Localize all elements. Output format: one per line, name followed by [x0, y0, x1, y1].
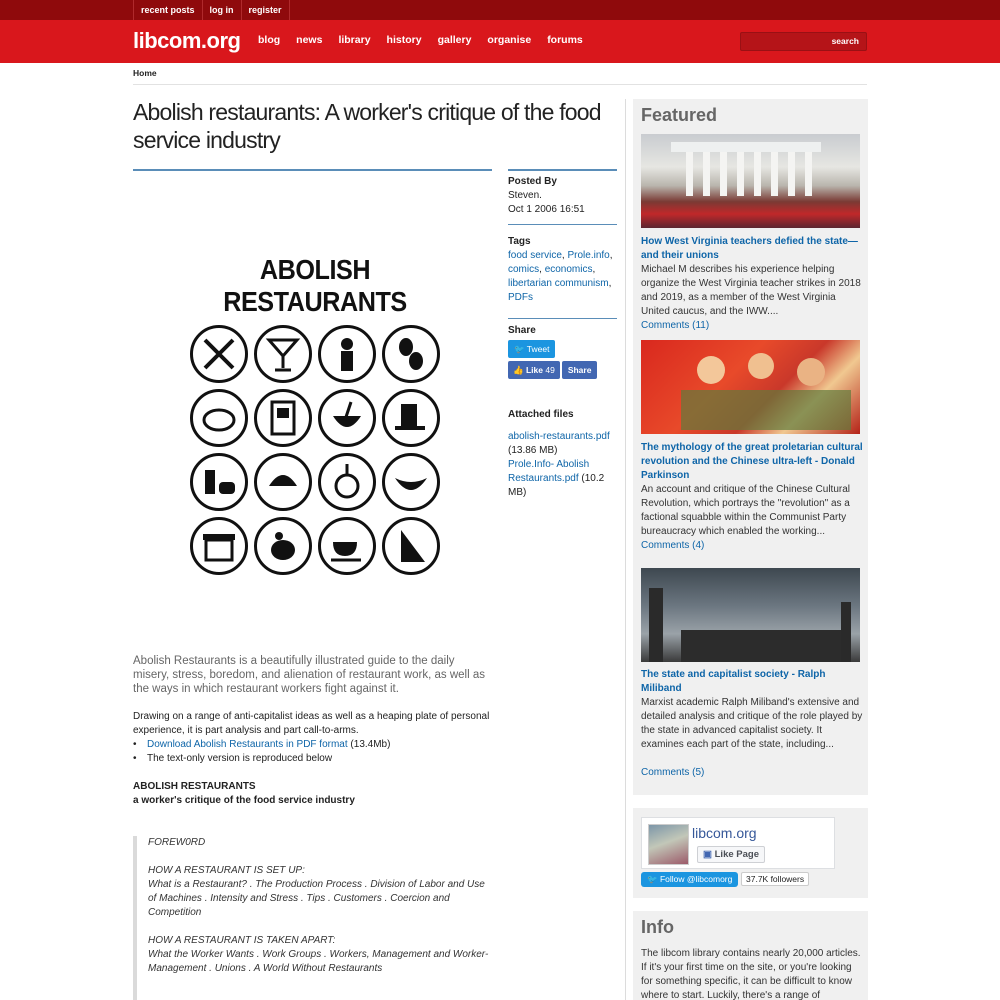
table-of-contents-quote	[133, 836, 493, 1000]
foreword-label: FOREW0RD	[148, 837, 206, 848]
toc-entries: What is a Restaurant? . The Production Process . Division of Labor and Use of Machines . Intensity and Stress . Tips . Customers . Coercion and Competition	[148, 879, 485, 918]
download-size: (13.4Mb)	[347, 739, 391, 750]
tweet-button[interactable]: 🐦 Tweet	[508, 340, 555, 358]
toc-entries: What the Worker Wants . Work Groups . Workers, Management and Worker-Management . Unions . A World Without Restaurants	[148, 949, 489, 974]
onion-icon	[318, 453, 376, 511]
pizza-slice-icon	[382, 517, 440, 575]
attached-file-size: (13.86 MB)	[508, 445, 558, 456]
featured-link-3[interactable]: The state and capitalist society - Ralph Miliband	[641, 669, 826, 694]
coffee-cup-icon	[318, 517, 376, 575]
main-nav	[250, 34, 591, 46]
coffee-beans-icon	[382, 325, 440, 383]
share-block	[508, 324, 618, 379]
hands-icon	[382, 389, 440, 447]
nav-news[interactable]: news	[296, 34, 323, 46]
attached-files-block	[508, 408, 618, 500]
follow-label: Follow @libcomorg	[659, 874, 733, 884]
like-label: Like	[525, 365, 543, 375]
featured-panel	[633, 99, 868, 795]
info-heading: Info	[641, 917, 674, 937]
subheading-title: ABOLISH RESTAURANTS	[133, 781, 256, 792]
tweet-label: Tweet	[526, 344, 550, 354]
featured-heading: Featured	[641, 105, 718, 125]
register-link[interactable]: register	[242, 0, 290, 20]
toc-section-takenapart	[148, 934, 493, 976]
featured-link-2[interactable]: The mythology of the great proletarian cultural revolution and the Chinese ultra-left - Donald Parkinson	[641, 442, 863, 481]
recent-posts-link[interactable]: recent posts	[134, 0, 203, 20]
info-panel	[633, 911, 868, 1000]
twitter-follow-button[interactable]: 🐦 Follow @libcomorg	[641, 872, 738, 887]
tags-block	[508, 235, 618, 305]
download-list	[133, 738, 493, 766]
article-title: Abolish restaurants: A worker's critique of the food service industry	[133, 99, 601, 153]
rat-icon	[254, 517, 312, 575]
download-pdf-link[interactable]: Download Abolish Restaurants in PDF format	[147, 739, 348, 750]
like-page-label: Like Page	[714, 849, 759, 860]
posted-by-label: Posted By	[508, 176, 557, 187]
cocktail-icon	[254, 325, 312, 383]
social-panel	[633, 808, 868, 898]
featured-comments-1[interactable]: Comments (11)	[641, 320, 710, 331]
twitter-follower-count: 37.7K followers	[741, 872, 809, 886]
nav-history[interactable]: history	[386, 34, 422, 46]
post-date: Oct 1 2006 16:51	[508, 204, 585, 215]
list-item	[133, 752, 493, 766]
roast-chicken-icon	[190, 389, 248, 447]
facebook-icon: ▣	[703, 849, 712, 860]
text-version-note: The text-only version is reproduced below	[147, 753, 333, 764]
tag-link[interactable]: libertarian communism	[508, 278, 609, 289]
subheading-subtitle: a worker's critique of the food service industry	[133, 795, 355, 806]
share-label: Share	[508, 325, 536, 336]
featured-image-wv-teachers[interactable]	[641, 134, 860, 228]
cutlery-icon	[190, 325, 248, 383]
nav-organise[interactable]: organise	[487, 34, 532, 46]
tag-list: food service, Prole.info, comics, economics, libertarian communism, PDFs	[508, 250, 613, 303]
like-count: 49	[545, 365, 555, 375]
tag-link[interactable]: comics	[508, 264, 540, 275]
meta-divider	[508, 318, 617, 319]
list-item	[133, 738, 493, 752]
tag-link[interactable]: food service	[508, 250, 562, 261]
search-box	[740, 32, 867, 51]
featured-desc-1: Michael M describes his experience helping organize the West Virginia teacher strikes in 2018 and 2019, as a member of the West Virginia United caucus, and the IWW....	[641, 264, 861, 317]
article-lead: Abolish Restaurants is a beautifully illustrated guide to the daily misery, stress, boredom, and alienation of restaurant work, as well as the ways in which restaurant workers fight against it.	[133, 655, 485, 695]
attached-file-link[interactable]: Prole.Info- Abolish Restaurants.pdf	[508, 459, 590, 484]
facebook-like-button[interactable]: 👍 Like 49	[508, 361, 560, 379]
featured-comments-3[interactable]: Comments (5)	[641, 767, 705, 778]
attached-files-label: Attached files	[508, 409, 574, 420]
attached-file-size: (10.2 MB)	[508, 473, 605, 498]
article-subheading	[133, 780, 355, 808]
toc-section-setup	[148, 864, 493, 920]
featured-image-cultural-revolution[interactable]	[641, 340, 860, 434]
facebook-page-name[interactable]: libcom.org	[692, 825, 757, 841]
facebook-page-avatar	[648, 824, 689, 865]
bread-icon	[254, 453, 312, 511]
meta-divider	[508, 224, 617, 225]
user-nav	[133, 0, 290, 20]
author-name: Steven.	[508, 190, 542, 201]
article-body-paragraph: Drawing on a range of anti-capitalist ideas as well as a heaping plate of personal experience, it is part analysis and part call-to-arms.	[133, 711, 490, 736]
cover-image	[140, 240, 485, 590]
featured-link-1[interactable]: How West Virginia teachers defied the state—and their unions	[641, 236, 858, 261]
smile-icon	[382, 453, 440, 511]
facebook-like-page-button[interactable]	[697, 846, 765, 863]
info-text: The libcom library contains nearly 20,000 articles. If it's your first time on the site, or you're looking for something specific, it can be difficult to know where to start. Luckily, there's a range of	[641, 948, 861, 1000]
tag-link[interactable]: PDFs	[508, 292, 533, 303]
nav-forums[interactable]: forums	[547, 34, 583, 46]
nav-blog[interactable]: blog	[258, 34, 281, 46]
search-button[interactable]: search	[831, 36, 859, 46]
nav-library[interactable]: library	[338, 34, 371, 46]
top-utility-bar	[0, 0, 1000, 20]
tag-link[interactable]: economics	[544, 264, 593, 275]
site-header	[0, 20, 1000, 63]
chef-icon	[318, 325, 376, 383]
cover-title-text: ABOLISH RESTAURANTS	[223, 254, 407, 317]
facebook-page-widget	[641, 817, 835, 869]
featured-image-parliament[interactable]	[641, 568, 860, 662]
column-divider	[625, 99, 626, 1000]
breadcrumb	[133, 68, 867, 85]
tags-label: Tags	[508, 236, 531, 247]
cover-icon-grid	[190, 325, 445, 580]
search-input[interactable]	[743, 35, 825, 48]
featured-comments-2[interactable]: Comments (4)	[641, 540, 705, 551]
toc-heading: HOW A RESTAURANT IS SET UP:	[148, 865, 305, 876]
posted-by-block	[508, 175, 618, 217]
meta-divider	[508, 169, 617, 171]
login-link[interactable]: log in	[203, 0, 242, 20]
attached-file-link[interactable]: abolish-restaurants.pdf	[508, 431, 610, 442]
content-divider	[133, 169, 492, 171]
featured-desc-3: Marxist academic Ralph Miliband's extensive and detailed analysis and critique of the role played by the state in advanced capitalist society. It examines each part of the state, including...	[641, 697, 863, 750]
machine-icon	[254, 389, 312, 447]
facebook-share-button[interactable]: Share	[562, 361, 598, 379]
featured-desc-2: An account and critique of the Chinese Cultural Revolution, which portrays the "revolution" as a factional squabble within the Communist Party bureaucracy which enabled the working...	[641, 484, 851, 537]
storefront-icon	[190, 517, 248, 575]
tag-link[interactable]: Prole.info	[567, 250, 610, 261]
site-logo[interactable]: libcom.org	[133, 28, 241, 53]
breadcrumb-home-link[interactable]: Home	[133, 68, 157, 78]
fast-food-icon	[190, 453, 248, 511]
nav-gallery[interactable]: gallery	[437, 34, 472, 46]
toc-heading: HOW A RESTAURANT IS TAKEN APART:	[148, 935, 336, 946]
mixing-bowl-icon	[318, 389, 376, 447]
